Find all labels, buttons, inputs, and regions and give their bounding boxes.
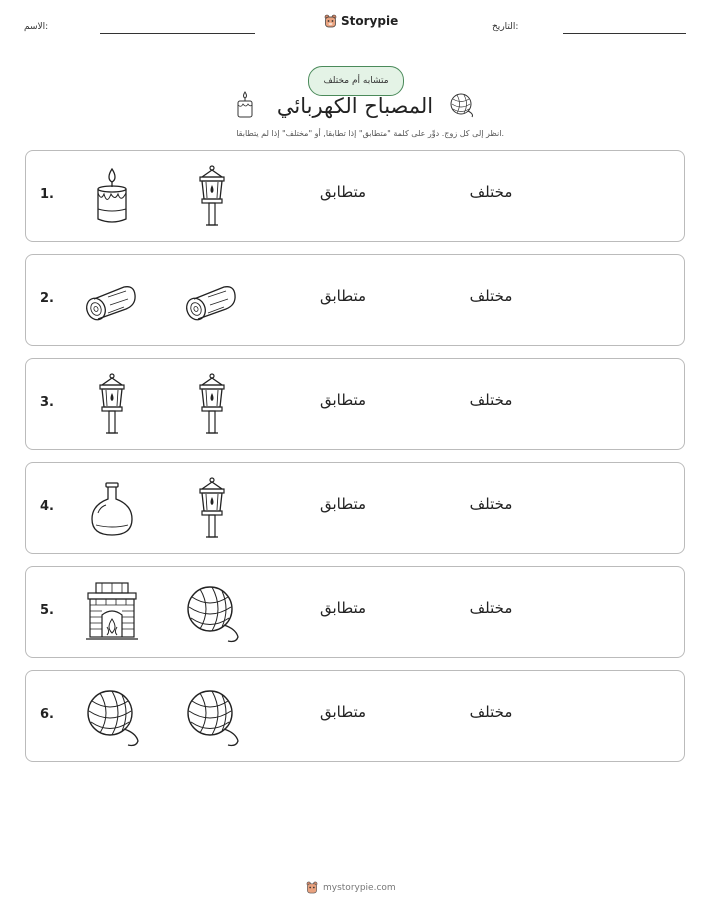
footer-url[interactable]: mystorypie.com	[323, 882, 396, 893]
same-option[interactable]: متطابق	[319, 703, 367, 721]
same-option[interactable]: متطابق	[319, 287, 367, 305]
row-number: 4.	[40, 499, 54, 514]
row-number: 2.	[40, 291, 54, 306]
instructions: انظر إلى كل زوج. دوِّر على كلمة "متطابق" إذا تطابقا, أو "مختلف" إذا لم يتطابقا.	[236, 129, 504, 138]
row-number: 5.	[40, 603, 54, 618]
different-option[interactable]: مختلف	[469, 495, 513, 513]
row-number: 3.	[40, 395, 54, 410]
footer	[306, 881, 396, 894]
same-option[interactable]: متطابق	[319, 183, 367, 201]
row-number: 6.	[40, 707, 54, 722]
exercise-row	[25, 566, 685, 658]
flask-icon	[80, 477, 144, 539]
fireplace-icon	[80, 581, 144, 643]
different-option[interactable]: مختلف	[469, 391, 513, 409]
page-title: المصباح الكهربائي	[276, 94, 434, 118]
different-option[interactable]: مختلف	[469, 183, 513, 201]
bear-mascot-icon	[306, 881, 318, 894]
name-line[interactable]	[100, 33, 255, 34]
candle-icon	[80, 165, 144, 227]
lantern-icon	[180, 165, 244, 227]
brand-name: Storypie	[341, 14, 399, 28]
yarn-ball-icon	[180, 581, 244, 643]
lantern-icon	[180, 477, 244, 539]
name-label: الاسم:	[24, 22, 49, 32]
same-option[interactable]: متطابق	[319, 495, 367, 513]
log-icon	[180, 269, 244, 331]
yarn-ball-icon	[180, 685, 244, 747]
title-yarn-icon	[448, 92, 476, 118]
yarn-ball-icon	[80, 685, 144, 747]
title-candle-icon	[234, 90, 256, 120]
exercise-row	[25, 462, 685, 554]
exercise-row	[25, 254, 685, 346]
row-number: 1.	[40, 187, 54, 202]
different-option[interactable]: مختلف	[469, 287, 513, 305]
exercise-row	[25, 150, 685, 242]
date-label: التاريخ:	[492, 22, 519, 32]
storypie-logo	[324, 14, 398, 28]
bear-mascot-icon	[324, 14, 337, 28]
topic-badge: متشابه أم مختلف	[308, 66, 404, 96]
same-option[interactable]: متطابق	[319, 391, 367, 409]
exercise-row	[25, 670, 685, 762]
same-option[interactable]: متطابق	[319, 599, 367, 617]
lantern-icon	[80, 373, 144, 435]
lantern-icon	[180, 373, 244, 435]
log-icon	[80, 269, 144, 331]
exercise-row	[25, 358, 685, 450]
different-option[interactable]: مختلف	[469, 599, 513, 617]
different-option[interactable]: مختلف	[469, 703, 513, 721]
date-line[interactable]	[563, 33, 686, 34]
